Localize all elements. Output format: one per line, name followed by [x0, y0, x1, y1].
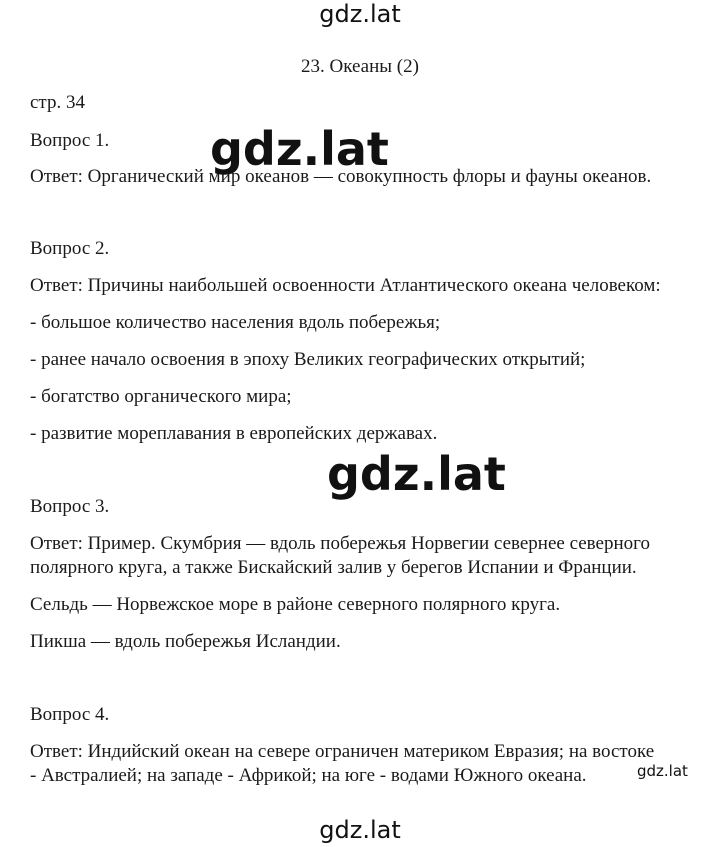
question-3-line-3: Сельдь — Норвежское море в районе северного полярного круга. [30, 594, 561, 615]
question-2-answer: Ответ: Причины наибольшей освоенности Атлантического океана человеком: [30, 275, 661, 296]
watermark-top: gdz.lat [319, 0, 401, 28]
question-2-list-item: - развитие мореплавания в европейских державах. [30, 423, 438, 444]
watermark-large-1: gdz.lat [210, 122, 389, 176]
question-4-answer-line-1: Ответ: Индийский океан на севере ограничен материком Евразия; на востоке [30, 741, 655, 762]
question-2-list-item: - ранее начало освоения в эпоху Великих географических открытий; [30, 349, 586, 370]
question-4-answer-line-2: - Австралией; на западе - Африкой; на юге - водами Южного океана. [30, 765, 587, 786]
question-2-label: Вопрос 2. [30, 238, 110, 259]
watermark-small: gdz.lat [637, 762, 688, 780]
question-1-label: Вопрос 1. [30, 130, 110, 151]
page-title: 23. Океаны (2) [301, 56, 419, 77]
question-3-answer-line-2: полярного круга, а также Бискайский залив у берегов Испании и Франции. [30, 557, 637, 578]
question-3-line-4: Пикша — вдоль побережья Исландии. [30, 631, 341, 652]
page-reference: стр. 34 [30, 92, 85, 113]
question-3-answer-line-1: Ответ: Пример. Скумбрия — вдоль побережья Норвегии севернее северного [30, 533, 650, 554]
watermark-bottom: gdz.lat [319, 816, 401, 844]
question-4-label: Вопрос 4. [30, 704, 110, 725]
question-2-list-item: - большое количество населения вдоль побережья; [30, 312, 441, 333]
question-2-list-item: - богатство органического мира; [30, 386, 292, 407]
watermark-large-2: gdz.lat [327, 447, 506, 501]
question-3-label: Вопрос 3. [30, 496, 110, 517]
question-1-answer: Ответ: Органический мир океанов — совокупность флоры и фауны океанов. [30, 166, 652, 187]
